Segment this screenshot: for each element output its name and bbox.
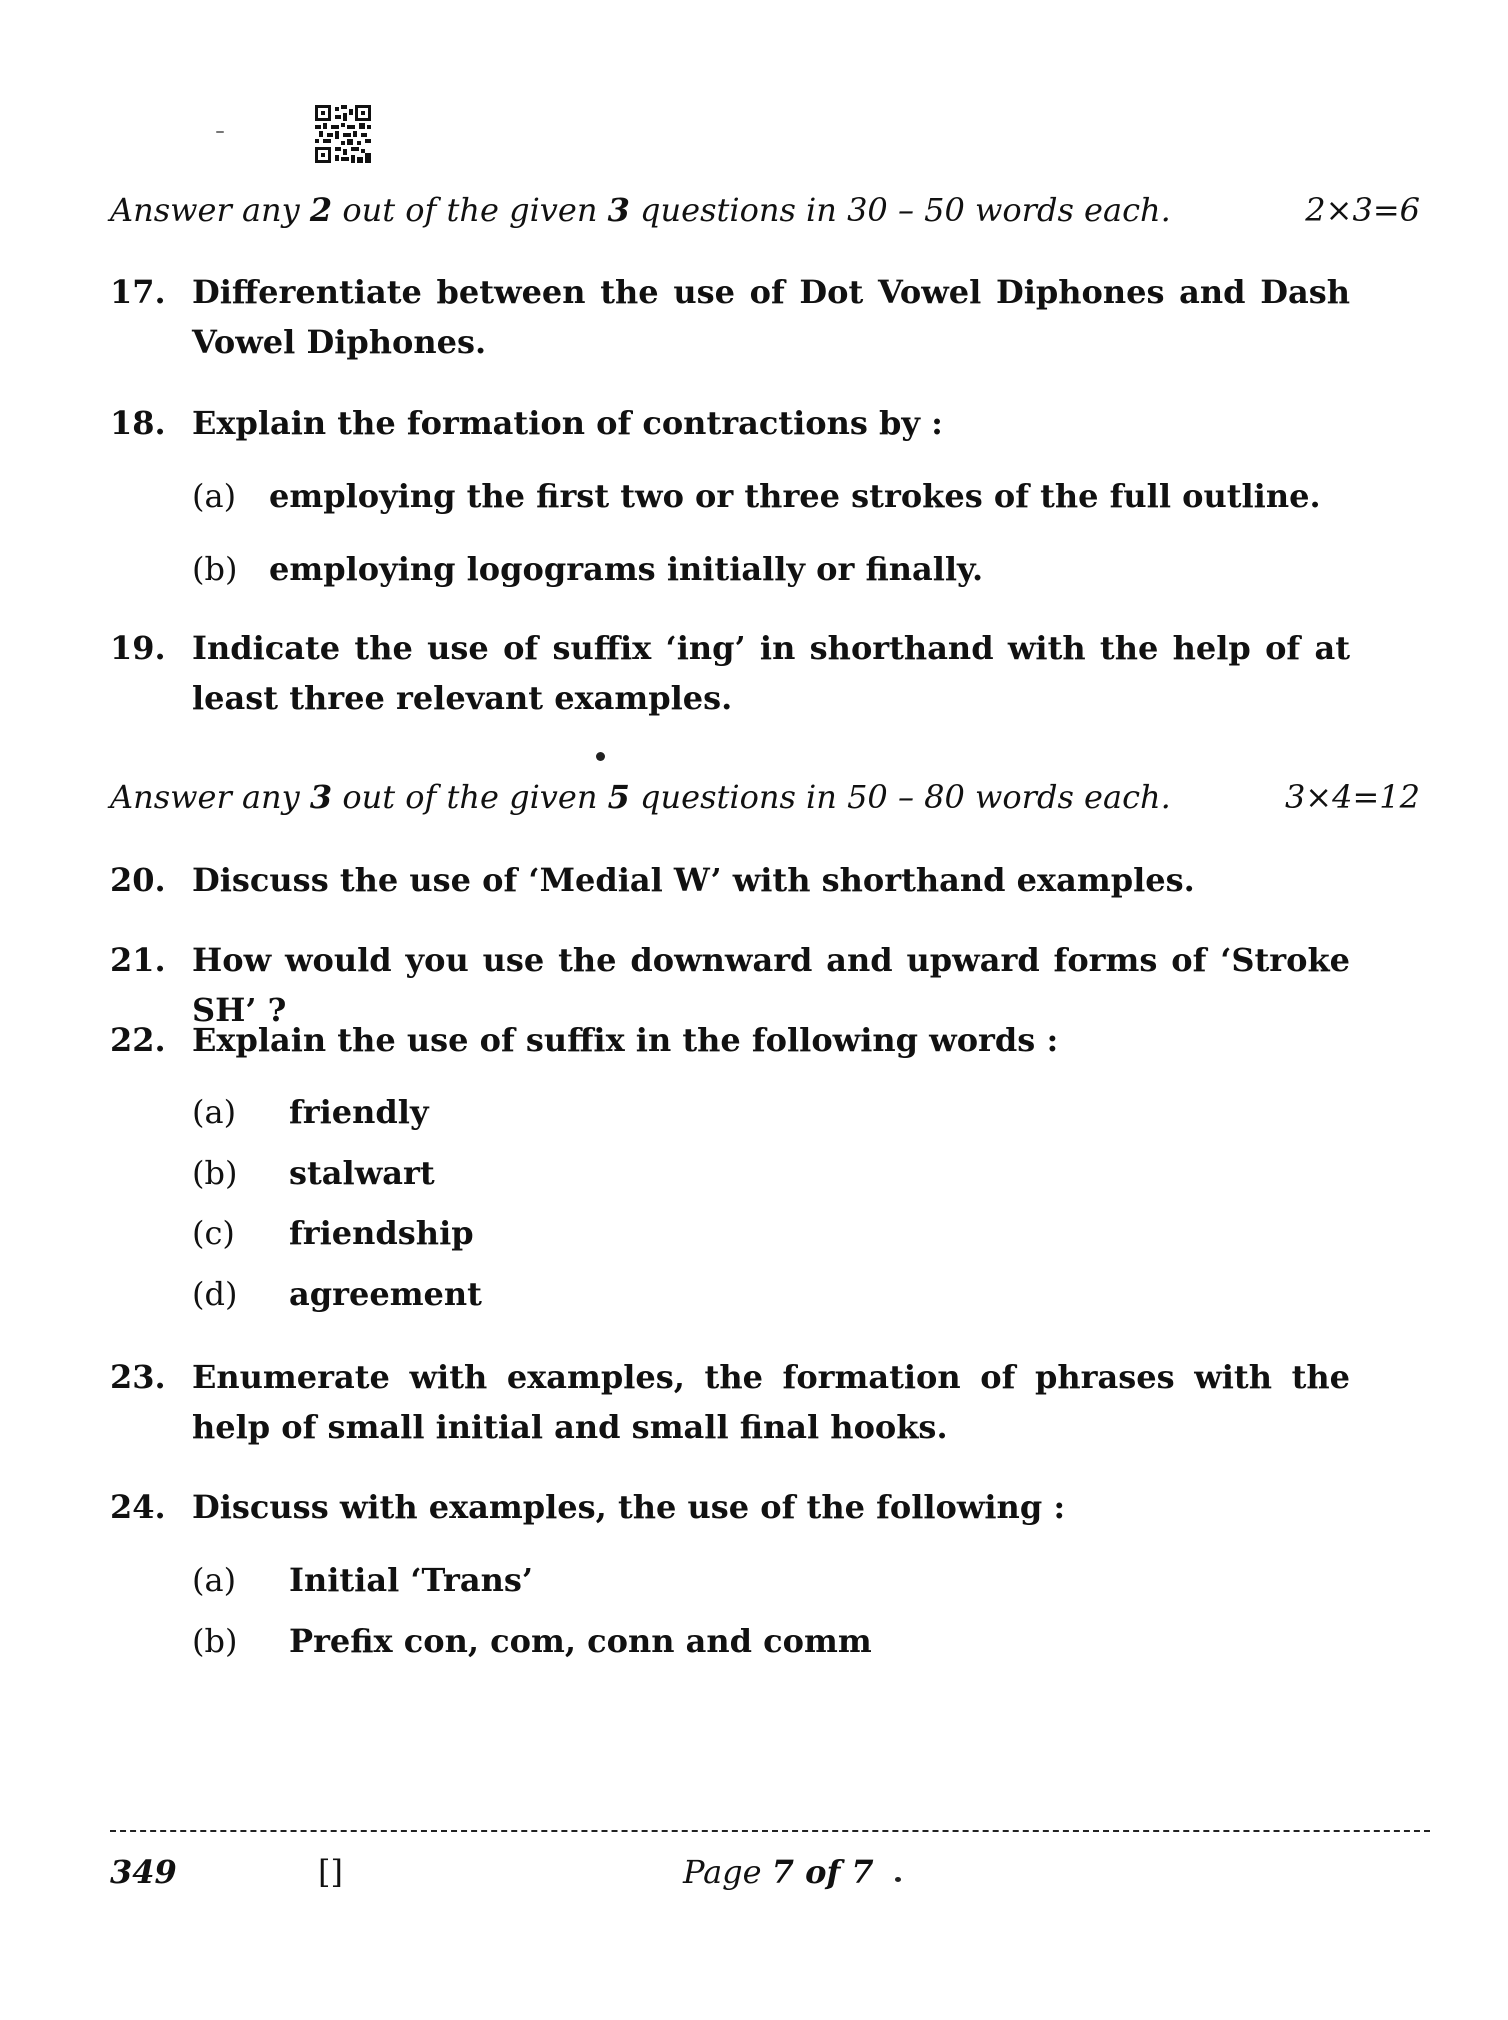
question-number: 18. (110, 404, 166, 442)
question-number: 17. (110, 273, 166, 311)
question-text: Discuss the use of ‘Medial W’ with shorthand examples. (192, 861, 1195, 899)
part-text: stalwart (289, 1154, 435, 1192)
part-text: friendly (289, 1093, 429, 1131)
question-text: Explain the formation of contractions by : (192, 404, 943, 442)
question-number: 19. (110, 629, 166, 667)
section-marks: 2×3=6 (1305, 191, 1420, 229)
question-text: How would you use the downward and upward forms of ‘Stroke SH’ ? (192, 941, 1350, 1029)
instruction-text: out of the given (332, 191, 608, 229)
instruction-count: 5 (607, 778, 630, 816)
question-19 (110, 623, 1350, 723)
section-instruction (110, 190, 1420, 230)
part-label: (a) (192, 1093, 237, 1131)
question-text: Indicate the use of suffix ‘ing’ in shorthand with the help of at least three relevant examples. (192, 629, 1350, 717)
instruction-count: 3 (309, 778, 333, 816)
question-22 (110, 1015, 1350, 1065)
section-instruction (110, 777, 1420, 817)
page-total: 7 (851, 1853, 874, 1891)
stray-mark (216, 131, 224, 133)
part-label: (c) (192, 1214, 235, 1252)
part-label: (a) (192, 1561, 237, 1599)
page-label: Page (683, 1853, 772, 1891)
question-20 (110, 855, 1350, 905)
part-label: (d) (192, 1275, 238, 1313)
instruction-count: 2 (309, 191, 333, 229)
stray-mark (895, 1877, 901, 1882)
part-label: (a) (192, 477, 237, 515)
question-text: Enumerate with examples, the formation of phrases with the help of small initial and small final hooks. (192, 1358, 1350, 1446)
page-label: of (794, 1853, 852, 1891)
paper-code (110, 1852, 177, 1892)
question-number: 20. (110, 861, 166, 899)
question-text: Explain the use of suffix in the following words : (192, 1021, 1059, 1059)
part-label: (b) (192, 1154, 238, 1192)
question-number: 23. (110, 1358, 166, 1396)
question-18 (110, 398, 1350, 448)
footer-brackets (318, 1852, 343, 1892)
footer-divider (110, 1830, 1430, 1832)
page-indicator (683, 1852, 874, 1892)
part-text: Prefix con, com, conn and comm (289, 1622, 872, 1660)
question-number: 22. (110, 1021, 166, 1059)
question-text: Discuss with examples, the use of the following : (192, 1488, 1066, 1526)
part-label: (b) (192, 550, 238, 588)
question-17 (110, 267, 1350, 367)
part-text: friendship (289, 1214, 474, 1252)
part-label: (b) (192, 1622, 238, 1660)
part-text: Initial ‘Trans’ (289, 1561, 533, 1599)
instruction-text: Answer any (110, 191, 310, 229)
question-23 (110, 1352, 1350, 1452)
section-marks: 3×4=12 (1284, 778, 1420, 816)
instruction-count: 3 (607, 191, 630, 229)
instruction-text: questions in 30 – 50 words each. (629, 191, 1171, 229)
question-number: 21. (110, 941, 166, 979)
part-text: employing logograms initially or finally. (269, 550, 984, 588)
instruction-text: out of the given (332, 778, 608, 816)
page-number: 7 (771, 1853, 795, 1891)
qr-code-icon (315, 105, 371, 163)
question-number: 24. (110, 1488, 166, 1526)
paper-code-text: 349 (110, 1853, 177, 1891)
footer-brackets-text: [] (318, 1853, 343, 1891)
part-text: employing the first two or three strokes of the full outline. (269, 477, 1321, 515)
stray-mark (596, 752, 605, 761)
question-24 (110, 1482, 1350, 1532)
instruction-text: questions in 50 – 80 words each. (629, 778, 1171, 816)
question-text: Differentiate between the use of Dot Vowel Diphones and Dash Vowel Diphones. (192, 273, 1350, 361)
instruction-text: Answer any (110, 778, 310, 816)
part-text: agreement (289, 1275, 482, 1313)
